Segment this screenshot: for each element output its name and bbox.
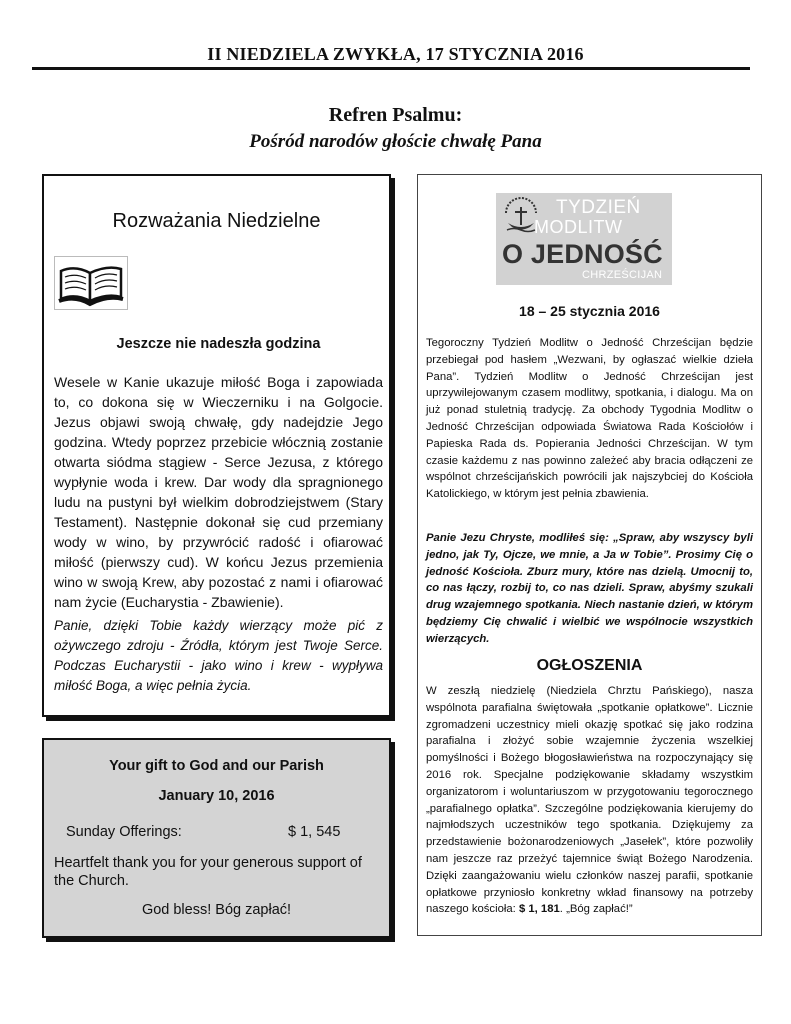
- gift-box: [42, 738, 391, 938]
- reflection-body: Wesele w Kanie ukazuje miłość Boga i zapowiada to, co dokona się w Wieczerniku i na Golgocie. Jezus objawi swoją chwałę, gdy nadejdzie Jego godzina. Wtedy poprzez przebicie włócznią zostanie otwarta siódma stągiew - Serce Jezusa, z którego wypłynie woda i krew. Dar wody dla spragnionego ludu na pustyni był wielkim dobrodziejstwem (Stary Testament). Następnie dokonał się cud przemiany wody w wino, by przywrócić radość i ofiarować miłość (pierwszy cud). W końcu Jezus przemienia wino w swoją Krew, aby pozostać z nami i ofiarować nam życie (Eucharystia - Zbawienie).: [54, 374, 383, 610]
- offering-amount: $ 1, 545: [288, 824, 341, 840]
- announcements-body: [426, 683, 753, 918]
- prayer-week-dates: 18 – 25 stycznia 2016: [519, 303, 660, 319]
- psalm-heading: Refren Psalmu:: [328, 104, 463, 126]
- logo-line-modlitw: MODLITW: [534, 217, 623, 237]
- psalm-refrain: Pośród narodów głoście chwałę Pana: [249, 131, 542, 152]
- gift-bless: God bless! Bóg zapłać!: [141, 902, 292, 918]
- reflection-box: [42, 174, 391, 717]
- announcements-closing: . „Bóg zapłać!”: [559, 903, 633, 916]
- gift-date: January 10, 2016: [158, 788, 275, 804]
- prayer-week-prayer: Panie Jezu Chryste, modliłeś się: „Spraw, aby wszyscy byli jedno, jak Ty, Ojcze, we mnie, a Ja w Tobie”. Prosimy Cię o jedność Kościoła. Zburz mury, które nas dzielą. Umocnij to, co nas łączy, rozbij to, co nas dzieli. Spraw, abyśmy szukali drug wzajemnego spotkania. Niech nastanie dzień, w którym będziemy Cię chwalić i wielbić we wspólnocie wszystkich wierzących.: [426, 532, 753, 645]
- announcements-text: W zeszłą niedzielę (Niedziela Chrztu Pańskiego), nasza wspólnota parafialna świętowała „spotkanie opłatkowe”. Licznie zgromadzeni uczestnicy mieli okazję spotkać się jako rodzina parafialna i złożyć sobie wzajemnie życzenia wszelkiej pomyślności i Bożego błogosławieństwa na rozpoczynający się 2016 rok. Specjalne podziękowanie składamy wszystkim organizatorom i woluntariuszom w przygotowaniu tegorocznego „parafialnego opłatka”. Szczególne podziękowania kierujemy do najmłodszych uczestników tego spotkania. Dziękujemy za przedstawienie bożonarodzeniowych „Jasełek”, które pozwoliły nam jeszcze raz przeżyć tajemnice świąt Bożego Narodzenia. Dzięki zaangażowaniu wielu członków naszej parafii, spotkanie opłatkowe przyniosło konkretny wkład finansowy na potrzeby naszego kościoła:: [426, 685, 753, 916]
- reflection-prayer: Panie, dzięki Tobie każdy wierzący może pić z ożywczego zdroju - Źródła, którym jest Twoje Serce. Podczas Eucharystii - jako wino i krew - wypływa miłość Boga, a więc pełnia życia.: [54, 618, 383, 693]
- prayer-week-body: Tegoroczny Tydzień Modlitw o Jedność Chrześcijan będzie przebiegał pod hasłem „Wezwani, by ogłaszać wielkie dzieła Pana”. Tydzień Modlitw o Jedność Chrześcijan jest uprzywilejowanym czasem modlitwy, spotkania, i dialogu. Ma on już ponad stuletnią tradycję. Za obchody Tygodnia Modlitw o Jedność Chrześcijan odpowiada Światowa Rada Kościołów i Papieska Rada ds. Popierania Jedności Chrześcijan. W tym czasie każdemu z nas powinno zależeć aby bracia odłączeni ze wspólnot chrześcijańskich powrócili jak najszybciej do Kościoła Katolickiego, w którym jest pełnia zbawienia.: [426, 337, 753, 501]
- offering-label: Sunday Offerings:: [66, 824, 182, 840]
- logo-line-chrzescijan: CHRZEŚCIJAN: [582, 269, 663, 281]
- reflection-subtitle: Jeszcze nie nadeszła godzina: [116, 336, 321, 352]
- open-book-icon: [54, 256, 128, 310]
- announcements-amount: $ 1, 181: [518, 903, 560, 916]
- announcements-title: OGŁOSZENIA: [536, 657, 643, 674]
- gift-thanks: Heartfelt thank you for your generous support of the Church.: [54, 855, 362, 889]
- logo-line-o-jednosc: O JEDNOŚĆ: [502, 239, 663, 269]
- header-divider: [32, 67, 750, 70]
- logo-line-tydzien: TYDZIEŃ: [556, 197, 641, 218]
- page-header-title: II NIEDZIELA ZWYKŁA, 17 STYCZNIA 2016: [207, 44, 584, 64]
- right-column-box: [417, 174, 762, 936]
- prayer-week-logo: [496, 193, 672, 285]
- reflection-title: Rozważania Niedzielne: [112, 210, 321, 232]
- gift-title: Your gift to God and our Parish: [109, 758, 324, 774]
